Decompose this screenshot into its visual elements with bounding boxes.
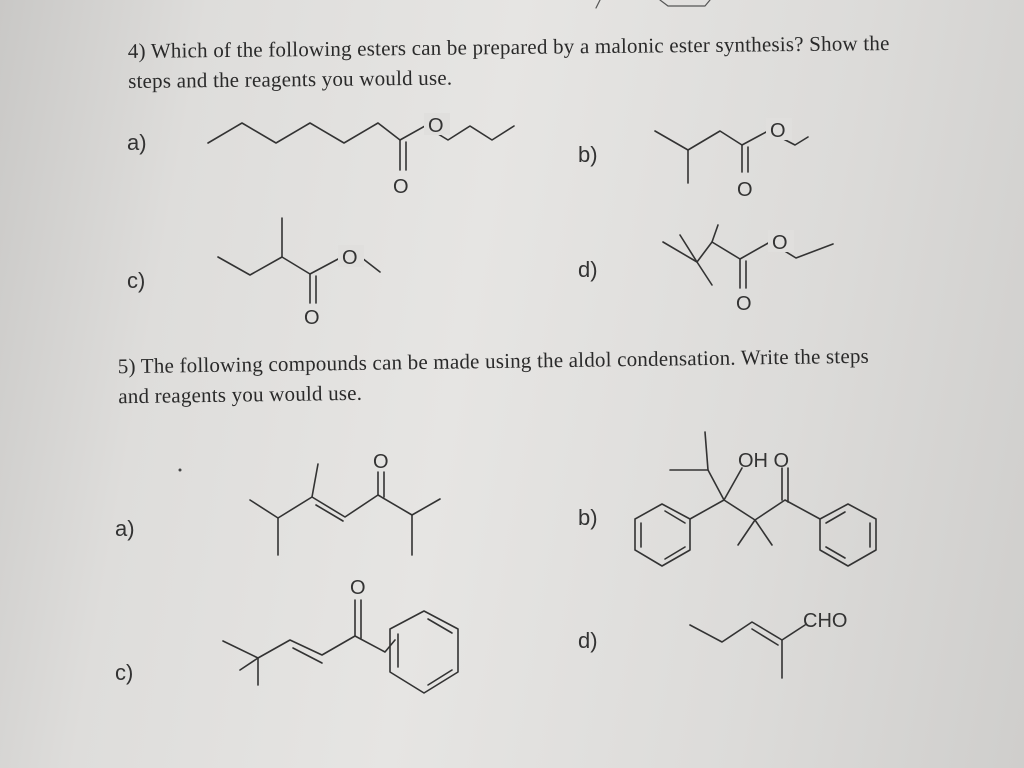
q4-option-a-label: a) <box>127 130 147 155</box>
q4d-branch-1 <box>697 262 712 285</box>
q5c-phenyl <box>390 611 458 693</box>
q5d-enal-structure <box>690 610 847 678</box>
q4a-carbonyl-oxygen: O <box>393 176 409 198</box>
q5-option-b-label: b) <box>578 505 598 530</box>
q4-option-d-label: d) <box>578 257 598 282</box>
q5-option-c-label: c) <box>115 660 134 685</box>
q5d-skeleton <box>690 622 805 642</box>
q5a-carbonyl-oxygen: O <box>373 451 389 473</box>
q5b-phenyl-left <box>635 504 690 566</box>
q4d-branch-3 <box>712 225 718 242</box>
q4c-ester-oxygen: O <box>342 247 358 269</box>
question-4-line-1: 4) Which of the following esters can be prepared by a malonic ester synthesis? Show the <box>127 31 890 63</box>
q5a-methyl-2 <box>312 464 318 497</box>
q4d-ester-structure <box>663 225 833 315</box>
question-4-line-2: steps and the reagents you would use. <box>128 65 453 93</box>
q5-option-d-label: d) <box>578 628 598 653</box>
q4c-ester-structure <box>218 218 380 329</box>
page-edge-mark <box>596 0 710 8</box>
q5b-ring-right-double-3 <box>826 547 845 558</box>
q5a-enone-structure <box>250 451 440 555</box>
q5b-oh-bond <box>724 468 742 500</box>
q4d-branch-2 <box>680 235 697 262</box>
q4a-ester-oxygen: O <box>428 115 444 137</box>
q4d-ester-oxygen: O <box>772 232 788 254</box>
q4b-ester-structure <box>655 118 808 201</box>
q4a-skeleton <box>208 123 514 143</box>
q5c-alkene-double <box>293 648 322 663</box>
q5b-aldol-structure <box>635 432 876 566</box>
q4c-carbonyl-oxygen: O <box>304 307 320 329</box>
q4d-skeleton <box>663 242 833 262</box>
q4d-carbonyl-oxygen: O <box>736 293 752 315</box>
q5b-ring-left-double-3 <box>665 547 685 559</box>
q5d-alkene-double <box>752 629 778 645</box>
q5b-methyl-b <box>755 520 772 545</box>
q4-option-c-label: c) <box>127 268 146 293</box>
q5c-ring-double-2 <box>428 619 452 633</box>
q5c-carbonyl-oxygen: O <box>350 577 366 599</box>
q5d-aldehyde-label: CHO <box>803 610 848 632</box>
q5b-backbone <box>690 500 820 520</box>
q5b-ring-left-double-2 <box>665 511 685 523</box>
q5c-skeleton <box>223 636 395 658</box>
q5b-isopropyl-methyl <box>705 432 708 470</box>
q5-option-a-label: a) <box>115 516 135 541</box>
q4b-carbonyl-oxygen: O <box>737 179 753 201</box>
q5b-methyl-a <box>738 520 755 545</box>
q5c-enone-structure <box>223 577 458 693</box>
q4-option-b-label: b) <box>578 142 598 167</box>
q5b-phenyl-right <box>820 504 876 566</box>
q5b-hydroxyl-carbonyl-label: OH O <box>738 450 790 472</box>
q4b-ester-oxygen: O <box>770 120 786 142</box>
q4a-ester-structure <box>208 113 514 198</box>
stray-dot <box>179 469 182 472</box>
question-5-line-1: 5) The following compounds can be made using the aldol condensation. Write the steps <box>117 343 870 379</box>
question-5-line-2: and reagents you would use. <box>118 380 363 409</box>
q5b-isopropyl <box>670 470 724 500</box>
q5c-methyl-a <box>240 658 258 670</box>
